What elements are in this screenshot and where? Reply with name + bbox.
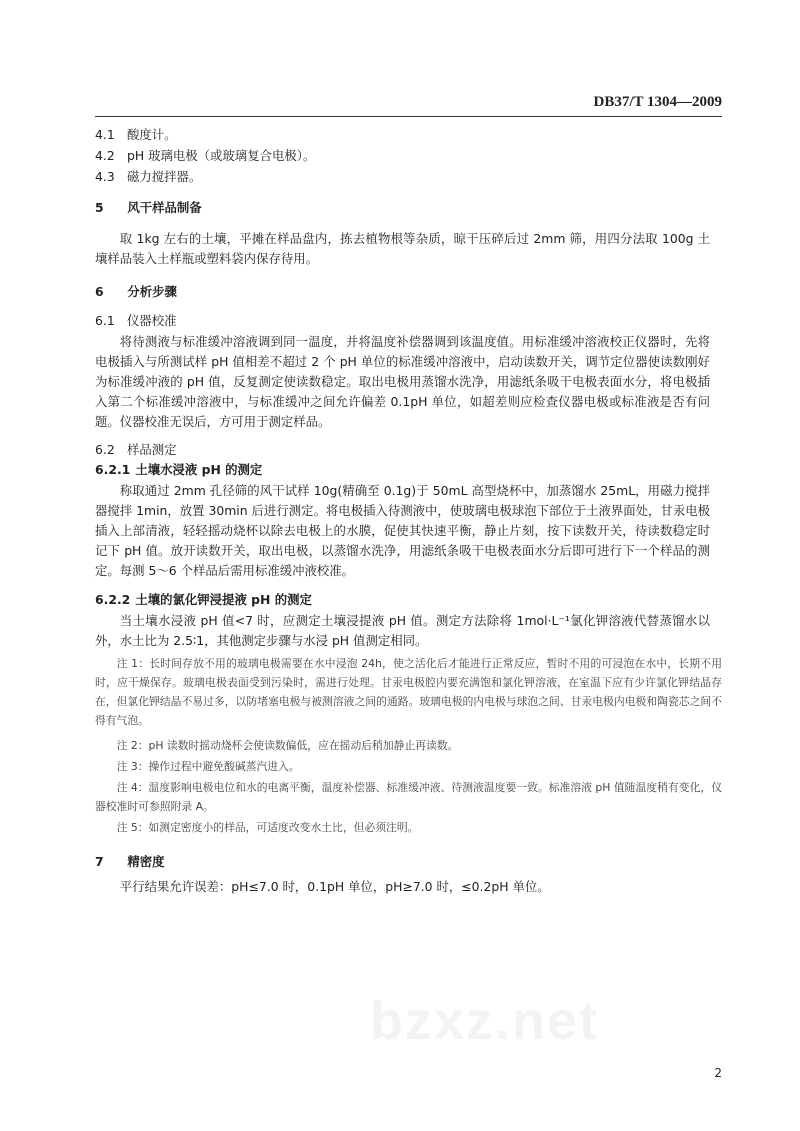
- section-6-2-2-body: 当土壤水浸液 pH 值<7 时，应测定土壤浸提液 pH 值。测定方法除将 1mol·L⁻¹氯化钾溶液代替蒸馏水以外，水土比为 2.5∶1，其他测定步骤与水浸 pH 值测定相同。: [95, 613, 710, 648]
- page-number: 2: [714, 1066, 722, 1080]
- doc-code: DB37/T 1304—2009: [593, 94, 722, 110]
- watermark: bzxz.net: [370, 991, 600, 1051]
- section-6-1-heading: 6.1 仪器校准: [95, 313, 177, 328]
- header-rule: [95, 116, 722, 117]
- section-5-body: 取 1kg 左右的土壤，平摊在样品盘内，拣去植物根等杂质，晾干压碎后过 2mm 筛，用四分法取 100g 土壤样品装入土样瓶或塑料袋内保存待用。: [95, 231, 710, 266]
- section-7-heading: 7 精密度: [95, 854, 165, 869]
- section-7-body: 平行结果允许误差：pH≤7.0 时，0.1pH 单位，pH≥7.0 时，≤0.2pH 单位。: [119, 879, 550, 894]
- note: 注 5：如测定密度小的样品，可适度改变水土比，但必须注明。: [116, 821, 419, 834]
- note: 注 1：长时间存放不用的玻璃电极需要在水中浸泡 24h，使之活化后才能进行正常反应，暂时不用的可浸泡在水中，长期不用时，应干燥保存。玻璃电极表面受到污染时，需进行处理。甘汞电极腔内要充满饱和氯化钾溶液，在室温下应有少许氯化钾结晶存在，但氯化钾结晶不易过多，以防堵塞电极与被测溶液之间的通路。玻璃电极的内电极与球泡之间、甘汞电极内电极和陶瓷芯之间不得有气泡。: [95, 657, 722, 727]
- note: 注 3：操作过程中避免酸碱蒸汽进入。: [116, 760, 300, 773]
- equipment-item: 4.2 pH 玻璃电极（或玻璃复合电极）。: [95, 148, 316, 163]
- section-6-2-2-heading: 6.2.2 土壤的氯化钾浸提液 pH 的测定: [95, 592, 312, 607]
- equipment-item: 4.3 磁力搅拌器。: [95, 169, 202, 184]
- section-6-1-body: 将待测液与标准缓冲溶液调到同一温度，并将温度补偿器调到该温度值。用标准缓冲溶液校正仪器时，先将电极插入与所测试样 pH 值相差不超过 2 个 pH 单位的标准缓冲溶液中，启动读数开关，调节定位器使读数刚好为标准缓冲液的 pH 值，反复测定使读数稳定。取出电极用蒸馏水洗净，用滤纸条吸干电极表面水分，将电极插入第二个标准缓冲溶液中，与标准缓冲之间允许偏差 0.1pH 单位，如超差则应检查仪器电极或标准液是否有问题。仪器校准无误后，方可用于测定样品。: [95, 334, 710, 429]
- section-6-heading: 6 分析步骤: [95, 284, 177, 299]
- section-6-2-1-heading: 6.2.1 土壤水浸液 pH 的测定: [95, 462, 263, 477]
- note: 注 4：温度影响电极电位和水的电离平衡，温度补偿器、标准缓冲液、待测液温度要一致。标准溶液 pH 值随温度稍有变化，仪器校准时可参照附录 A。: [95, 781, 722, 813]
- note: 注 2：pH 读数时摇动烧杯会使读数偏低，应在摇动后稍加静止再读数。: [116, 739, 459, 752]
- equipment-item: 4.1 酸度计。: [95, 127, 177, 142]
- section-5-heading: 5 风干样品制备: [95, 200, 202, 215]
- section-6-2-1-body: 称取通过 2mm 孔径筛的风干试样 10g(精确至 0.1g)于 50mL 高型烧杯中，加蒸馏水 25mL，用磁力搅拌器搅拌 1min，放置 30min 后进行测定。将电极插入待测液中，使玻璃电极球泡下部位于土液界面处，甘汞电极插入上部清液，轻轻摇动烧杯以除去电极上的水膜，促使其快速平衡，静止片刻，按下读数开关，待读数稳定时记下 pH 值。放开读数开关，取出电极，以蒸馏水洗净，用滤纸条吸干电极表面水分后即可进行下一个样品的测定。每测 5～6 个样品后需用标准缓冲液校准。: [95, 483, 710, 578]
- section-6-2-heading: 6.2 样品测定: [95, 442, 177, 457]
